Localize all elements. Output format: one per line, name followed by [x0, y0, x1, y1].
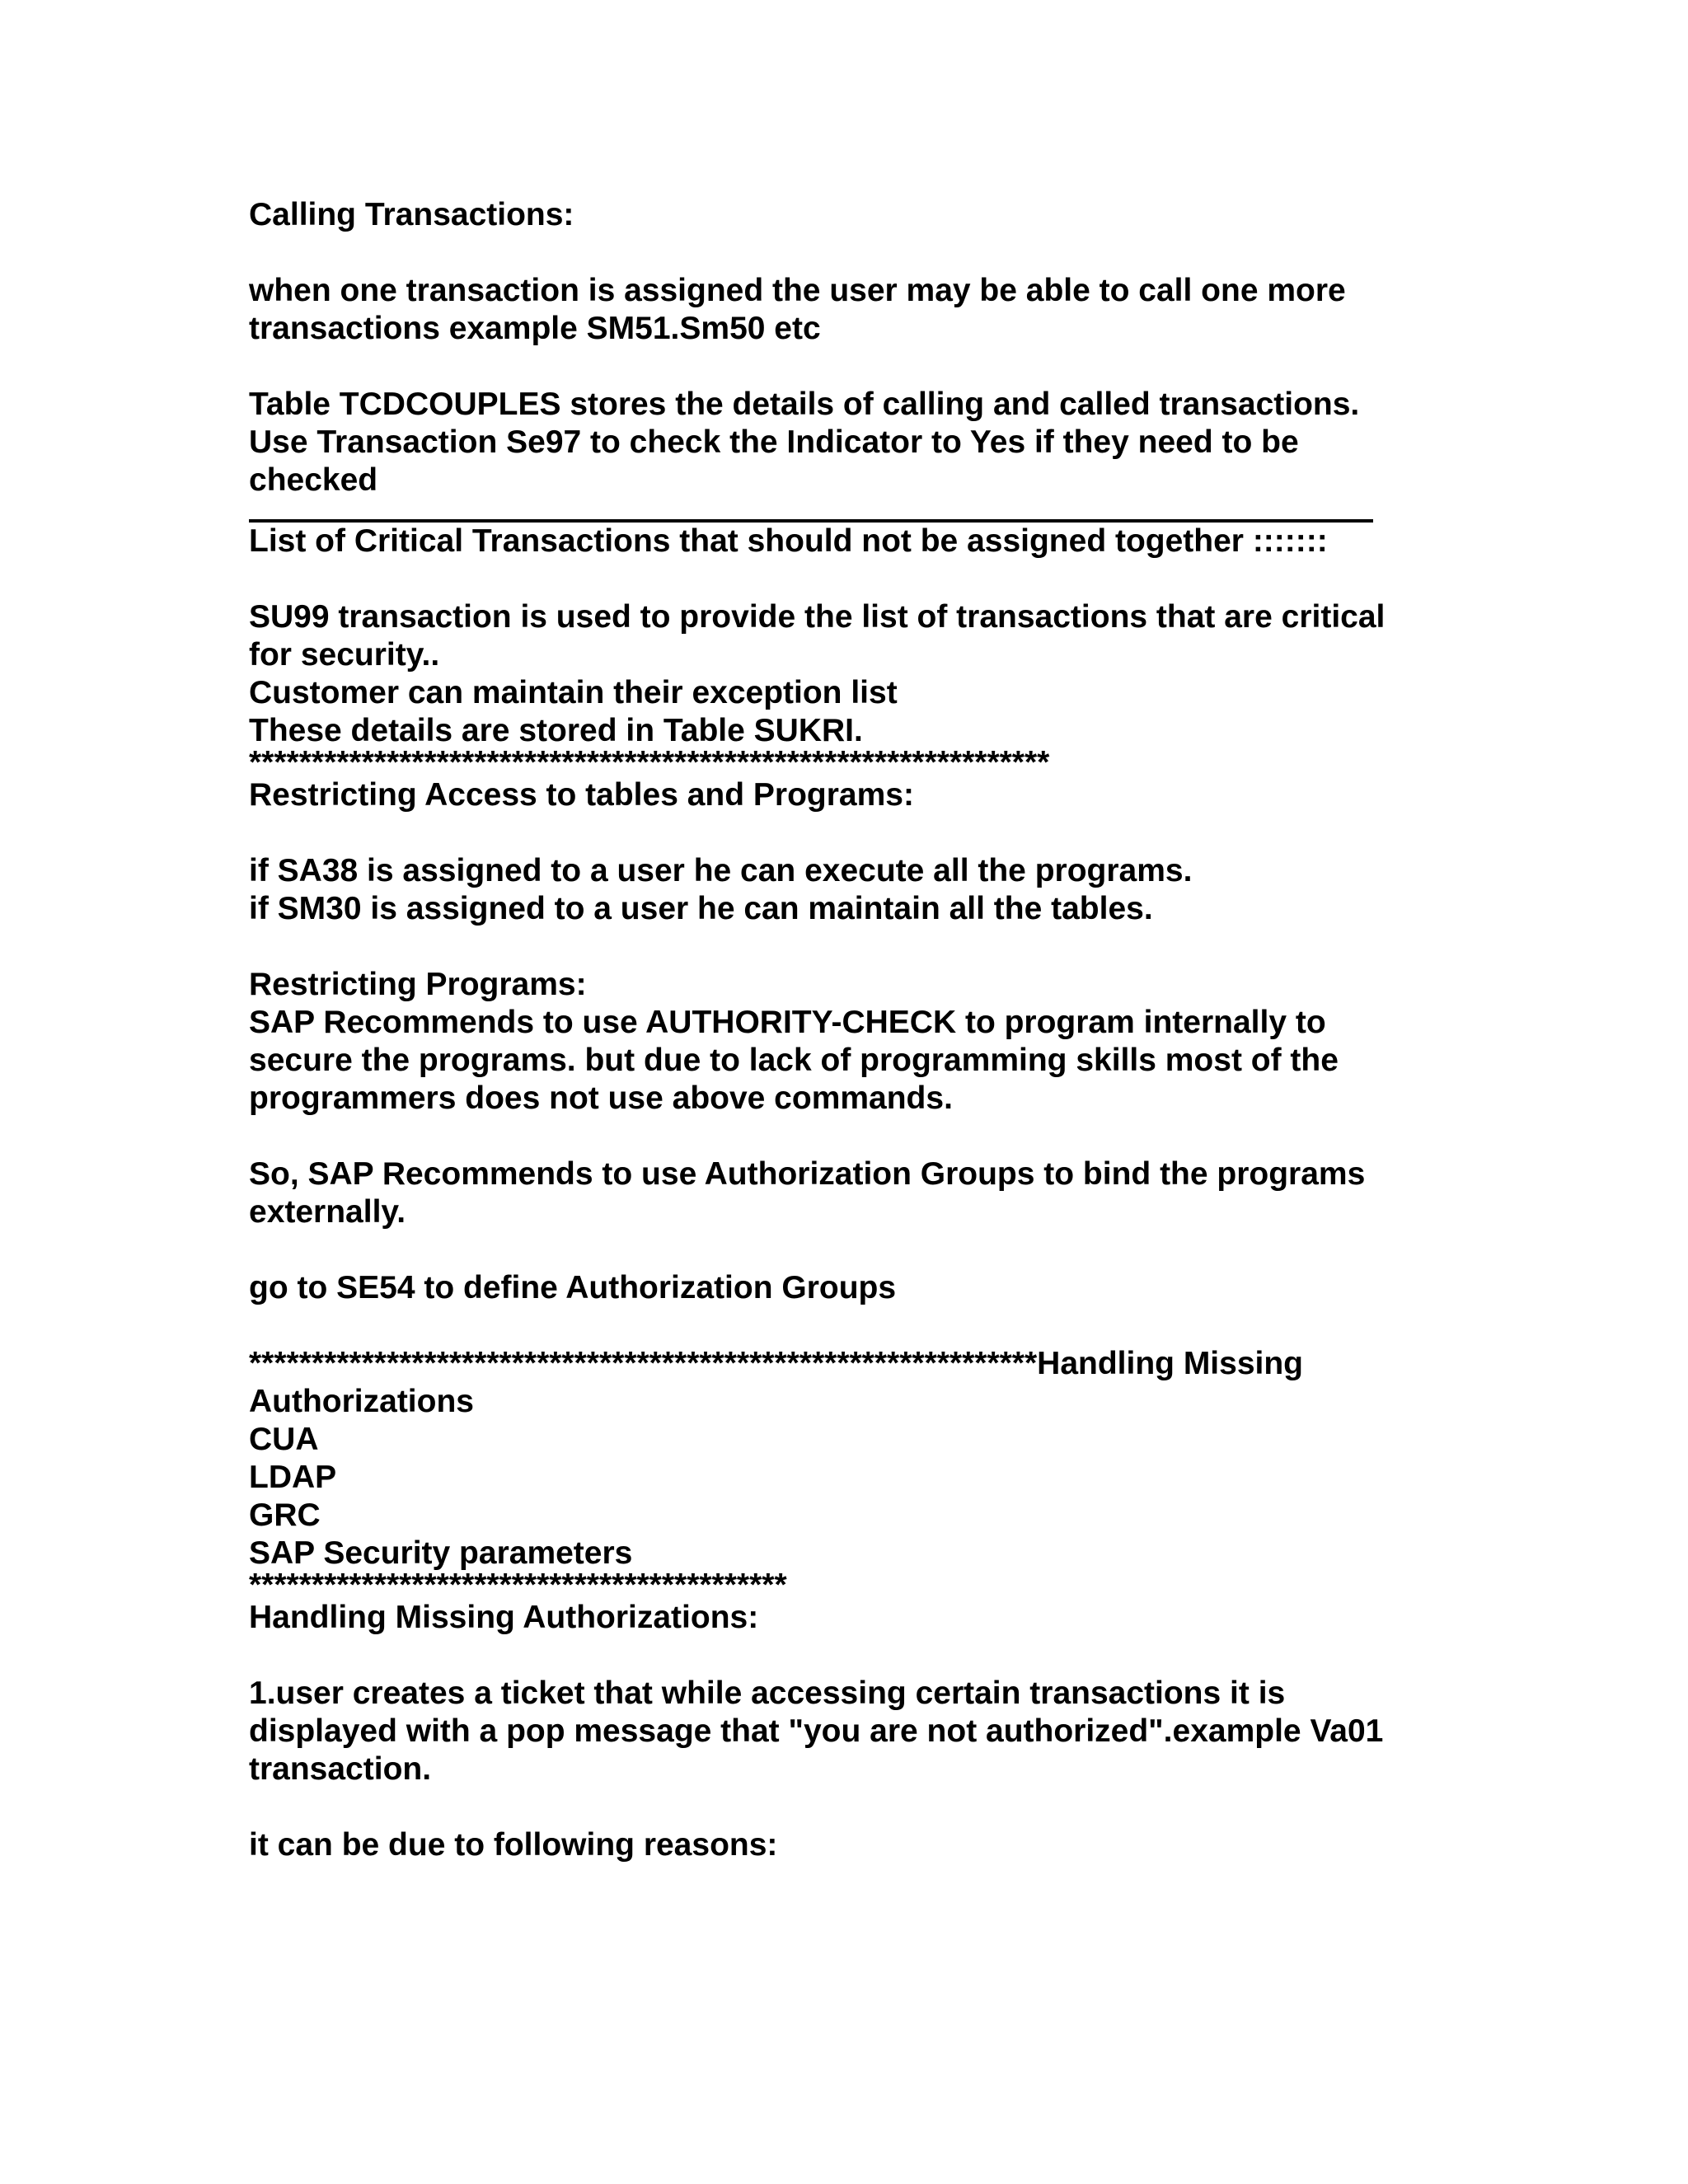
section-heading: Calling Transactions:	[249, 197, 574, 232]
paragraph-line: externally.	[249, 1194, 406, 1230]
paragraph-line: displayed with a pop message that "you are not authorized".example Va01	[249, 1713, 1384, 1749]
blank-line	[249, 1118, 1452, 1155]
section-heading: Handling Missing Authorizations:	[249, 1600, 759, 1635]
paragraph-line: programmers does not use above commands.	[249, 1080, 953, 1116]
paragraph-line: 1.user creates a ticket that while accessing certain transactions it is	[249, 1675, 1286, 1711]
list-item: GRC	[249, 1497, 321, 1533]
paragraph-line: These details are stored in Table SUKRI.	[249, 713, 863, 748]
asterisk-separator: ****************************************************************	[249, 745, 1050, 780]
paragraph-line: it can be due to following reasons:	[249, 1827, 778, 1863]
paragraph-line: So, SAP Recommends to use Authorization Groups to bind the programs	[249, 1156, 1366, 1192]
paragraph-line: go to SE54 to define Authorization Groups	[249, 1270, 897, 1305]
paragraph-line: checked	[249, 462, 378, 498]
blank-line	[249, 234, 1452, 272]
document-body	[249, 196, 1452, 1864]
list-item: SAP Security parameters	[249, 1535, 633, 1571]
paragraph-line: Customer can maintain their exception list	[249, 675, 898, 710]
section-heading-part: Authorizations	[249, 1384, 474, 1419]
section-heading: Restricting Access to tables and Programs:	[249, 777, 914, 813]
paragraph-line: if SA38 is assigned to a user he can execute all the programs.	[249, 853, 1193, 888]
blank-line	[249, 1788, 1452, 1826]
paragraph-line: Table TCDCOUPLES stores the details of calling and called transactions.	[249, 387, 1360, 422]
asterisk-heading-line	[249, 1345, 1452, 1383]
blank-line	[249, 928, 1452, 966]
paragraph-line: transaction.	[249, 1751, 432, 1787]
paragraph-line: transactions example SM51.Sm50 etc	[249, 311, 821, 346]
list-item: LDAP	[249, 1460, 337, 1495]
blank-line	[249, 814, 1452, 852]
paragraph-line: for security..	[249, 637, 440, 673]
blank-line	[249, 1637, 1452, 1675]
paragraph-line: if SM30 is assigned to a user he can maintain all the tables.	[249, 891, 1153, 926]
blank-line	[249, 1307, 1452, 1345]
blank-line	[249, 348, 1452, 386]
paragraph-line: when one transaction is assigned the user may be able to call one more	[249, 273, 1346, 308]
section-heading-part: Handling Missing	[1037, 1346, 1304, 1381]
asterisk-separator: ***************************************************************	[249, 1346, 1038, 1381]
paragraph-line: secure the programs. but due to lack of programming skills most of the	[249, 1043, 1339, 1078]
paragraph-line: SU99 transaction is used to provide the list of transactions that are critical	[249, 599, 1386, 635]
paragraph-line: Use Transaction Se97 to check the Indicator to Yes if they need to be	[249, 424, 1299, 460]
asterisk-separator: *******************************************	[249, 1568, 787, 1603]
paragraph-line: SAP Recommends to use AUTHORITY-CHECK to program internally to	[249, 1005, 1326, 1040]
blank-line	[249, 1231, 1452, 1269]
sub-heading: Restricting Programs:	[249, 967, 587, 1002]
section-heading: List of Critical Transactions that should not be assigned together :::::::	[249, 523, 1328, 559]
list-item: CUA	[249, 1422, 319, 1457]
horizontal-rule	[249, 499, 1373, 523]
blank-line	[249, 560, 1452, 598]
